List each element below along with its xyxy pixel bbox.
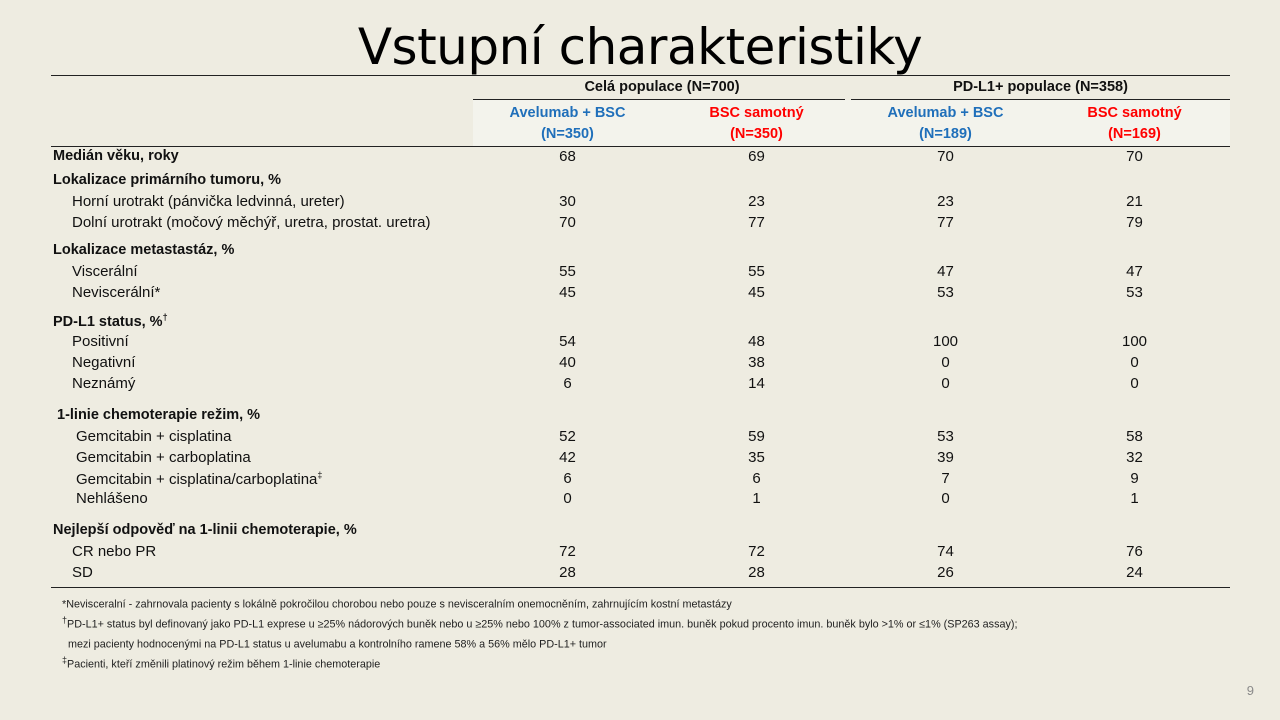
table-row bbox=[51, 469, 1230, 490]
value-cell: 69 bbox=[748, 148, 765, 165]
value-cell: 0 bbox=[563, 490, 572, 507]
row-label-text: Lokalizace metastastáz, % bbox=[53, 242, 235, 258]
value-cell: 1 bbox=[1130, 490, 1139, 507]
arm-header-row bbox=[51, 100, 1230, 147]
table-row bbox=[51, 192, 1230, 213]
value-cell: 30 bbox=[559, 193, 576, 210]
group-header-row bbox=[51, 76, 1230, 100]
arm-name: BSC samotný bbox=[709, 105, 804, 121]
row-label bbox=[72, 193, 345, 210]
value-cell: 58 bbox=[1126, 428, 1143, 445]
value-cell: 45 bbox=[559, 284, 576, 301]
value-cell: 0 bbox=[1130, 375, 1139, 392]
arm-header bbox=[473, 103, 662, 145]
arm-header bbox=[1040, 103, 1229, 145]
group-header-pdl1: PD-L1+ populace (N=358) bbox=[953, 79, 1128, 95]
value-cell: 28 bbox=[748, 564, 765, 581]
row-label-text: Positivní bbox=[72, 333, 129, 350]
table-row bbox=[51, 332, 1230, 353]
value-cell: 70 bbox=[937, 148, 954, 165]
row-label bbox=[53, 312, 168, 330]
baseline-table bbox=[51, 75, 1230, 588]
row-label-text: PD-L1 status, % bbox=[53, 313, 163, 330]
value-cell: 7 bbox=[941, 470, 950, 487]
row-label bbox=[72, 375, 135, 392]
footnote-marker: † bbox=[162, 312, 168, 322]
section-row bbox=[51, 311, 1230, 332]
value-cell: 77 bbox=[748, 214, 765, 231]
arm-header bbox=[662, 103, 851, 145]
arm-header bbox=[851, 103, 1040, 145]
value-cell: 28 bbox=[559, 564, 576, 581]
row-label bbox=[72, 333, 129, 350]
row-label bbox=[76, 449, 251, 466]
table-row bbox=[51, 213, 1230, 234]
row-label bbox=[53, 148, 179, 164]
value-cell: 0 bbox=[941, 354, 950, 371]
footnote-text: mezi pacienty hodnocenými na PD-L1 status u avelumabu a kontrolního ramene 58% a 56% mělo PD-L1+ tumor bbox=[68, 638, 607, 651]
row-label-text: Horní urotrakt (pánvička ledvinná, ureter) bbox=[72, 193, 345, 210]
value-cell: 6 bbox=[563, 470, 572, 487]
value-cell: 1 bbox=[752, 490, 761, 507]
footnote-text: Pacienti, kteří změnili platinový režim během 1-linie chemoterapie bbox=[67, 658, 381, 671]
row-label bbox=[53, 172, 281, 188]
arm-n: (N=189) bbox=[919, 126, 972, 142]
value-cell: 52 bbox=[559, 428, 576, 445]
value-cell: 23 bbox=[937, 193, 954, 210]
value-cell: 24 bbox=[1126, 564, 1143, 581]
value-cell: 79 bbox=[1126, 214, 1143, 231]
row-label bbox=[72, 214, 430, 231]
row-label-text: Dolní urotrakt (močový měchýř, uretra, prostat. uretra) bbox=[72, 214, 431, 231]
value-cell: 0 bbox=[941, 490, 950, 507]
value-cell: 0 bbox=[1130, 354, 1139, 371]
row-label bbox=[72, 354, 135, 371]
row-label-text: Gemcitabin + cisplatina/carboplatina bbox=[76, 471, 318, 488]
value-cell: 35 bbox=[748, 449, 765, 466]
row-label-text: Medián věku, roky bbox=[53, 148, 179, 164]
value-cell: 53 bbox=[1126, 284, 1143, 301]
row-label-text: CR nebo PR bbox=[72, 543, 157, 560]
row-label-text: Neviscerální* bbox=[72, 284, 161, 301]
section-row bbox=[51, 241, 1230, 262]
value-cell: 53 bbox=[937, 428, 954, 445]
value-cell: 42 bbox=[559, 449, 576, 466]
value-cell: 68 bbox=[559, 148, 576, 165]
footnotes bbox=[62, 593, 1212, 673]
row-label bbox=[72, 564, 93, 581]
footnote bbox=[62, 593, 1212, 613]
row-label-text: Nehlášeno bbox=[76, 490, 148, 507]
table-row bbox=[51, 563, 1230, 584]
footnote-mark: ‡ bbox=[62, 655, 68, 666]
value-cell: 6 bbox=[752, 470, 761, 487]
value-cell: 32 bbox=[1126, 449, 1143, 466]
value-cell: 54 bbox=[559, 333, 576, 350]
footnote bbox=[62, 633, 1212, 653]
table-row bbox=[51, 542, 1230, 563]
section-row bbox=[51, 521, 1230, 542]
value-cell: 100 bbox=[932, 333, 959, 350]
footnote bbox=[62, 613, 1212, 633]
footnote-mark: † bbox=[62, 615, 68, 626]
value-cell: 39 bbox=[937, 449, 954, 466]
value-cell: 0 bbox=[941, 375, 950, 392]
value-cell: 100 bbox=[1121, 333, 1148, 350]
value-cell: 40 bbox=[559, 354, 576, 371]
value-cell: 53 bbox=[937, 284, 954, 301]
row-label-text: Lokalizace primárního tumoru, % bbox=[53, 172, 282, 188]
arm-name: Avelumab + BSC bbox=[887, 105, 1004, 121]
section-row bbox=[51, 171, 1230, 192]
row-label-text: 1-linie chemoterapie režim, % bbox=[57, 407, 261, 423]
arm-name: Avelumab + BSC bbox=[509, 105, 626, 121]
section-row bbox=[51, 406, 1230, 427]
value-cell: 23 bbox=[748, 193, 765, 210]
value-cell: 14 bbox=[748, 375, 765, 392]
value-cell: 45 bbox=[748, 284, 765, 301]
value-cell: 21 bbox=[1126, 193, 1143, 210]
footnote-marker: ‡ bbox=[317, 470, 323, 480]
row-label-text: Viscerální bbox=[72, 263, 138, 280]
value-cell: 38 bbox=[748, 354, 765, 371]
table-row bbox=[51, 283, 1230, 304]
table-body bbox=[51, 147, 1230, 587]
page-number: 9 bbox=[1246, 683, 1254, 698]
row-label-text: Gemcitabin + carboplatina bbox=[76, 449, 251, 466]
row-label bbox=[72, 263, 138, 280]
row-label bbox=[72, 284, 160, 301]
table-row bbox=[51, 489, 1230, 510]
row-label bbox=[76, 428, 232, 445]
value-cell: 70 bbox=[559, 214, 576, 231]
table-row bbox=[51, 374, 1230, 395]
value-cell: 59 bbox=[748, 428, 765, 445]
row-label-text: Neznámý bbox=[72, 375, 136, 392]
row-label bbox=[76, 490, 148, 507]
table-row bbox=[51, 353, 1230, 374]
value-cell: 55 bbox=[748, 263, 765, 280]
table-row bbox=[51, 448, 1230, 469]
value-cell: 47 bbox=[937, 263, 954, 280]
value-cell: 6 bbox=[563, 375, 572, 392]
value-cell: 72 bbox=[559, 543, 576, 560]
arm-n: (N=169) bbox=[1108, 126, 1161, 142]
group-header-all: Celá populace (N=700) bbox=[584, 79, 740, 95]
row-label bbox=[53, 522, 357, 538]
row-label bbox=[76, 470, 322, 488]
value-cell: 55 bbox=[559, 263, 576, 280]
arm-n: (N=350) bbox=[541, 126, 594, 142]
table-row bbox=[51, 147, 1230, 168]
row-label-text: SD bbox=[72, 564, 93, 581]
row-label-text: Gemcitabin + cisplatina bbox=[76, 428, 232, 445]
table-row bbox=[51, 262, 1230, 283]
row-label bbox=[72, 543, 156, 560]
slide-title: Vstupní charakteristiky bbox=[357, 18, 923, 76]
footnote-text: *Nevisceralní - zahrnovala pacienty s lokálně pokročilou chorobou nebo pouze s nevisceralním onemocněním, zahrnujícím kostní metastázy bbox=[62, 598, 732, 611]
value-cell: 77 bbox=[937, 214, 954, 231]
footnote-text: PD-L1+ status byl definovaný jako PD-L1 exprese u ≥25% nádorových buněk nebo u ≥25% nebo 100% z tumor-associated imun. buněk pokud procento imun. buněk bylo >1% or ≤1% (SP263 assay); bbox=[67, 618, 1018, 631]
table-row bbox=[51, 427, 1230, 448]
row-label bbox=[53, 242, 234, 258]
value-cell: 76 bbox=[1126, 543, 1143, 560]
value-cell: 74 bbox=[937, 543, 954, 560]
value-cell: 70 bbox=[1126, 148, 1143, 165]
value-cell: 26 bbox=[937, 564, 954, 581]
row-label-text: Nejlepší odpověď na 1-linii chemoterapie, % bbox=[53, 522, 357, 538]
value-cell: 47 bbox=[1126, 263, 1143, 280]
value-cell: 9 bbox=[1130, 470, 1139, 487]
footnote bbox=[62, 653, 1212, 673]
value-cell: 48 bbox=[748, 333, 765, 350]
value-cell: 72 bbox=[748, 543, 765, 560]
row-label-text: Negativní bbox=[72, 354, 136, 371]
arm-name: BSC samotný bbox=[1087, 105, 1182, 121]
row-label bbox=[57, 407, 260, 423]
arm-n: (N=350) bbox=[730, 126, 783, 142]
